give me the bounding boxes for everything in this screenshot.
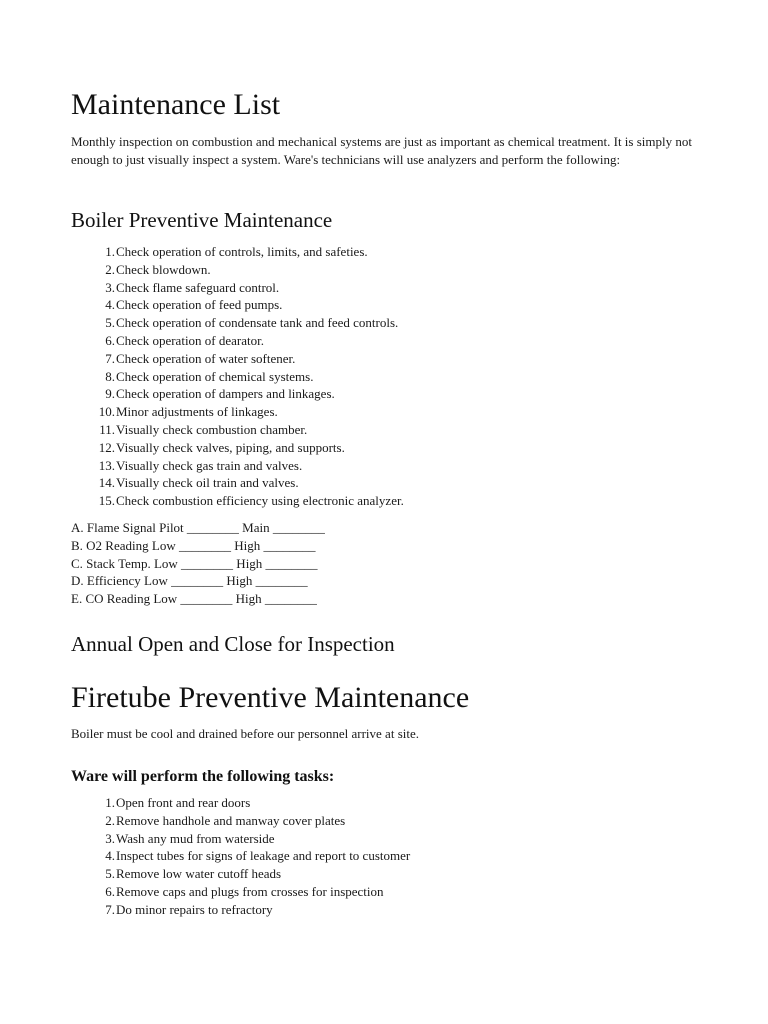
list-item-text: Remove low water cutoff heads [116, 866, 282, 882]
list-item-number: 3. [105, 830, 115, 846]
list-item [71, 332, 404, 350]
list-item-number: 12. [98, 439, 115, 455]
list-item-number: 15. [98, 493, 115, 509]
list-item-number: 1. [105, 795, 115, 810]
list-item [71, 385, 404, 403]
list-item-number: 9. [105, 386, 115, 402]
list-item [71, 421, 404, 439]
list-item-number: 5. [105, 315, 115, 331]
list-item-number: 2. [105, 261, 115, 277]
list-item-text: Wash any mud from waterside [116, 830, 275, 846]
list-item [71, 830, 410, 848]
annual-section-heading: Annual Open and Close for Inspection [71, 632, 395, 656]
reading-line: E. CO Reading Low ________ High ________ [71, 591, 317, 607]
list-item [71, 812, 410, 830]
list-item-number: 8. [105, 368, 115, 384]
page-title: Maintenance List [71, 88, 281, 121]
list-item-text: Visually check gas train and valves. [116, 457, 303, 473]
list-item [71, 847, 410, 865]
list-item-text: Check combustion efficiency using electronic analyzer. [116, 493, 404, 509]
list-item-number: 6. [105, 883, 115, 899]
reading-line: B. O2 Reading Low ________ High ________ [71, 537, 316, 553]
list-item-text: Check blowdown. [116, 261, 211, 277]
intro-paragraph: Monthly inspection on combustion and mechanical systems are just as important as chemical treatment. It is simply not enough to just visually inspect a system. Ware's technicians will use analyzers and perform the following: [71, 134, 692, 167]
list-item-number: 4. [105, 848, 115, 864]
list-item [71, 474, 404, 492]
list-item [71, 865, 410, 883]
list-item [71, 368, 404, 386]
list-item-text: Remove handhole and manway cover plates [116, 812, 346, 828]
reading-line: C. Stack Temp. Low ________ High ________ [71, 555, 318, 571]
firetube-note: Boiler must be cool and drained before our personnel arrive at site. [71, 726, 419, 741]
list-item-text: Check operation of chemical systems. [116, 368, 314, 384]
list-item [71, 261, 404, 279]
list-item [71, 314, 404, 332]
list-item-number: 6. [105, 332, 115, 348]
readings-form [71, 519, 325, 608]
reading-line: D. Efficiency Low ________ High ________ [71, 573, 308, 589]
list-item [71, 296, 404, 314]
list-item-number: 3. [105, 279, 115, 295]
list-item-text: Remove caps and plugs from crosses for inspection [116, 883, 384, 899]
list-item-text: Visually check combustion chamber. [116, 421, 308, 437]
list-item-text: Inspect tubes for signs of leakage and report to customer [116, 848, 411, 864]
list-item-number: 10. [98, 404, 115, 420]
list-item-number: 5. [105, 866, 115, 882]
list-item [71, 457, 404, 475]
list-item [71, 794, 410, 812]
list-item-text: Visually check oil train and valves. [116, 475, 299, 491]
list-item-number: 2. [105, 812, 115, 828]
list-item [71, 403, 404, 421]
list-item-text: Open front and rear doors [116, 795, 251, 810]
list-item-text: Check flame safeguard control. [116, 279, 280, 295]
list-item [71, 279, 404, 297]
list-item [71, 883, 410, 901]
list-item-number: 1. [105, 244, 115, 259]
boiler-section-heading: Boiler Preventive Maintenance [71, 208, 333, 232]
list-item-number: 7. [105, 350, 115, 366]
boiler-checklist [71, 243, 404, 510]
list-item-text: Check operation of feed pumps. [116, 297, 283, 313]
reading-line: A. Flame Signal Pilot ________ Main ________ [71, 520, 325, 535]
firetube-task-list [71, 794, 410, 919]
list-item-text: Do minor repairs to refractory [116, 901, 273, 917]
list-item-text: Check operation of dearator. [116, 332, 264, 348]
list-item-number: 11. [99, 421, 115, 437]
firetube-section-heading: Firetube Preventive Maintenance [71, 681, 470, 714]
list-item [71, 350, 404, 368]
list-item-number: 14. [98, 475, 115, 491]
list-item [71, 901, 410, 919]
list-item-text: Minor adjustments of linkages. [116, 404, 278, 420]
list-item-number: 4. [105, 297, 115, 313]
list-item-number: 13. [98, 457, 115, 473]
list-item [71, 243, 404, 261]
list-item [71, 492, 404, 510]
list-item-text: Visually check valves, piping, and supports. [116, 439, 345, 455]
list-item-text: Check operation of water softener. [116, 350, 296, 366]
list-item-text: Check operation of controls, limits, and safeties. [116, 244, 368, 259]
list-item-text: Check operation of dampers and linkages. [116, 386, 335, 402]
list-item-number: 7. [105, 901, 115, 917]
list-item [71, 439, 404, 457]
tasks-heading: Ware will perform the following tasks: [71, 768, 335, 785]
list-item-text: Check operation of condensate tank and feed controls. [116, 315, 399, 331]
